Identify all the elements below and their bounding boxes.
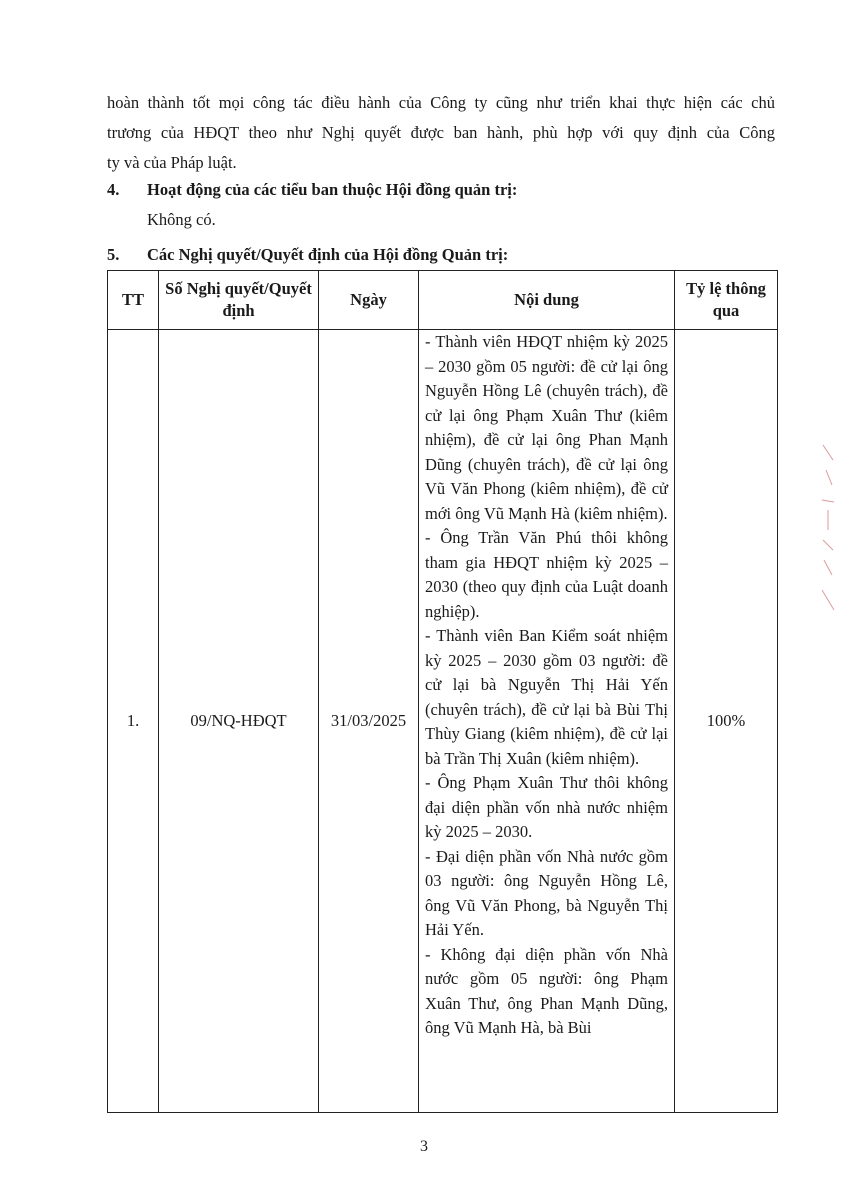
section-4-body: Không có.	[147, 210, 216, 229]
intro-line: hoàn thành tốt mọi công tác điều hành của Công ty cũng như triển khai thực hiện các chủ	[107, 93, 775, 112]
content-item: - Thành viên Ban Kiểm soát nhiệm kỳ 2025 – 2030 gồm 03 người: đề cử lại bà Nguyễn Thị Hải Yến (chuyên trách), đề cử lại bà Bùi Thị Thùy Giang (kiêm nhiệm), đề cử lại bà Trần Thị Xuân (kiêm nhiệm).	[425, 626, 668, 768]
header-ty-le: Tỷ lệ thông qua	[675, 271, 778, 330]
table-row	[108, 330, 778, 1113]
section-number: 4.	[107, 180, 120, 199]
cell-ngay: 31/03/2025	[319, 330, 419, 1113]
section-number: 5.	[107, 245, 120, 264]
section-4-heading	[107, 178, 517, 202]
header-ngay: Ngày	[319, 271, 419, 330]
margin-stamp-mark	[818, 440, 838, 620]
intro-paragraph	[107, 88, 775, 178]
section-5-heading	[107, 243, 508, 267]
cell-so: 09/NQ-HĐQT	[159, 330, 319, 1113]
content-item: - Ông Trần Văn Phú thôi không tham gia HĐQT nhiệm kỳ 2025 – 2030 (theo quy định của Luật doanh nghiệp).	[425, 528, 668, 621]
resolutions-table	[107, 270, 778, 1113]
header-so-nghi-quyet: Số Nghị quyết/Quyết định	[159, 271, 319, 330]
cell-tt: 1.	[108, 330, 159, 1113]
intro-line: ty và của Pháp luật.	[107, 153, 237, 172]
content-item: - Thành viên HĐQT nhiệm kỳ 2025 – 2030 gồm 05 người: đề cử lại ông Nguyễn Hồng Lê (chuyên trách), đề cử lại ông Phạm Xuân Thư (kiêm nhiệm), đề cử lại ông Phan Mạnh Dũng (chuyên trách), đề cử lại ông Vũ Văn Phong (kiêm nhiệm), đề cử mới ông Vũ Mạnh Hà (kiêm nhiệm).	[425, 332, 668, 523]
content-item: - Đại diện phần vốn Nhà nước gồm 03 người: ông Nguyễn Hồng Lê, ông Vũ Văn Phong, bà Nguyễn Thị Hải Yến.	[425, 846, 668, 939]
header-tt: TT	[108, 271, 159, 330]
cell-noi-dung	[419, 330, 675, 1113]
header-noi-dung: Nội dung	[419, 271, 675, 330]
table-header-row	[108, 271, 778, 330]
content-item: - Ông Phạm Xuân Thư thôi không đại diện phần vốn nhà nước nhiệm kỳ 2025 – 2030.	[425, 773, 668, 841]
cell-ty-le: 100%	[675, 330, 778, 1113]
intro-line: trương của HĐQT theo như Nghị quyết được ban hành, phù hợp với quy định của Công	[107, 123, 775, 142]
page-number: 3	[420, 1138, 428, 1155]
section-title: Hoạt động của các tiểu ban thuộc Hội đồng quản trị:	[147, 180, 518, 199]
section-title: Các Nghị quyết/Quyết định của Hội đồng Quản trị:	[147, 245, 509, 264]
content-item: - Không đại diện phần vốn Nhà nước gồm 05 người: ông Phạm Xuân Thư, ông Phan Mạnh Dũng, ông Vũ Mạnh Hà, bà Bùi	[425, 944, 668, 1037]
